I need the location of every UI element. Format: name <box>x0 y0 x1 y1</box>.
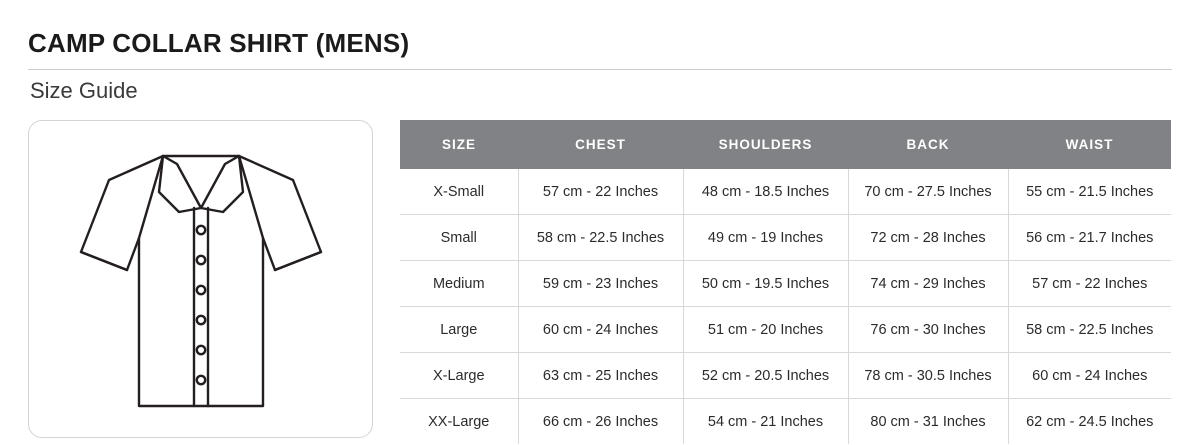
table-row <box>400 169 1171 215</box>
table-header-row <box>400 120 1171 169</box>
cell-size: Medium <box>400 261 518 307</box>
cell-size: Large <box>400 307 518 353</box>
camp-collar-shirt-icon <box>51 134 351 424</box>
column-header-size: SIZE <box>400 120 518 169</box>
cell-back: 78 cm - 30.5 Inches <box>848 353 1008 399</box>
cell-chest: 63 cm - 25 Inches <box>518 353 683 399</box>
cell-waist: 55 cm - 21.5 Inches <box>1008 169 1171 215</box>
size-table <box>400 120 1171 444</box>
table-row <box>400 307 1171 353</box>
cell-chest: 60 cm - 24 Inches <box>518 307 683 353</box>
cell-chest: 59 cm - 23 Inches <box>518 261 683 307</box>
table-row <box>400 261 1171 307</box>
cell-back: 72 cm - 28 Inches <box>848 215 1008 261</box>
title-divider <box>28 69 1172 70</box>
cell-shoulders: 51 cm - 20 Inches <box>683 307 848 353</box>
column-header-waist: WAIST <box>1008 120 1171 169</box>
cell-shoulders: 49 cm - 19 Inches <box>683 215 848 261</box>
size-table-head <box>400 120 1171 169</box>
cell-waist: 62 cm - 24.5 Inches <box>1008 399 1171 445</box>
cell-size: X-Large <box>400 353 518 399</box>
shirt-illustration-panel <box>28 120 373 438</box>
table-row <box>400 215 1171 261</box>
column-header-back: BACK <box>848 120 1008 169</box>
cell-waist: 60 cm - 24 Inches <box>1008 353 1171 399</box>
cell-shoulders: 52 cm - 20.5 Inches <box>683 353 848 399</box>
size-table-wrapper <box>400 120 1172 444</box>
cell-chest: 57 cm - 22 Inches <box>518 169 683 215</box>
cell-shoulders: 50 cm - 19.5 Inches <box>683 261 848 307</box>
cell-back: 74 cm - 29 Inches <box>848 261 1008 307</box>
cell-waist: 57 cm - 22 Inches <box>1008 261 1171 307</box>
table-row <box>400 353 1171 399</box>
column-header-chest: CHEST <box>518 120 683 169</box>
column-header-shoulders: SHOULDERS <box>683 120 848 169</box>
cell-back: 76 cm - 30 Inches <box>848 307 1008 353</box>
cell-chest: 58 cm - 22.5 Inches <box>518 215 683 261</box>
cell-chest: 66 cm - 26 Inches <box>518 399 683 445</box>
cell-size: Small <box>400 215 518 261</box>
table-row <box>400 399 1171 445</box>
cell-waist: 56 cm - 21.7 Inches <box>1008 215 1171 261</box>
page-title: CAMP COLLAR SHIRT (MENS) <box>28 28 410 58</box>
size-table-body <box>400 169 1171 444</box>
cell-shoulders: 48 cm - 18.5 Inches <box>683 169 848 215</box>
cell-size: XX-Large <box>400 399 518 445</box>
page-subtitle: Size Guide <box>30 78 138 103</box>
cell-size: X-Small <box>400 169 518 215</box>
cell-shoulders: 54 cm - 21 Inches <box>683 399 848 445</box>
cell-back: 70 cm - 27.5 Inches <box>848 169 1008 215</box>
size-guide-content <box>28 120 1172 444</box>
cell-waist: 58 cm - 22.5 Inches <box>1008 307 1171 353</box>
cell-back: 80 cm - 31 Inches <box>848 399 1008 445</box>
